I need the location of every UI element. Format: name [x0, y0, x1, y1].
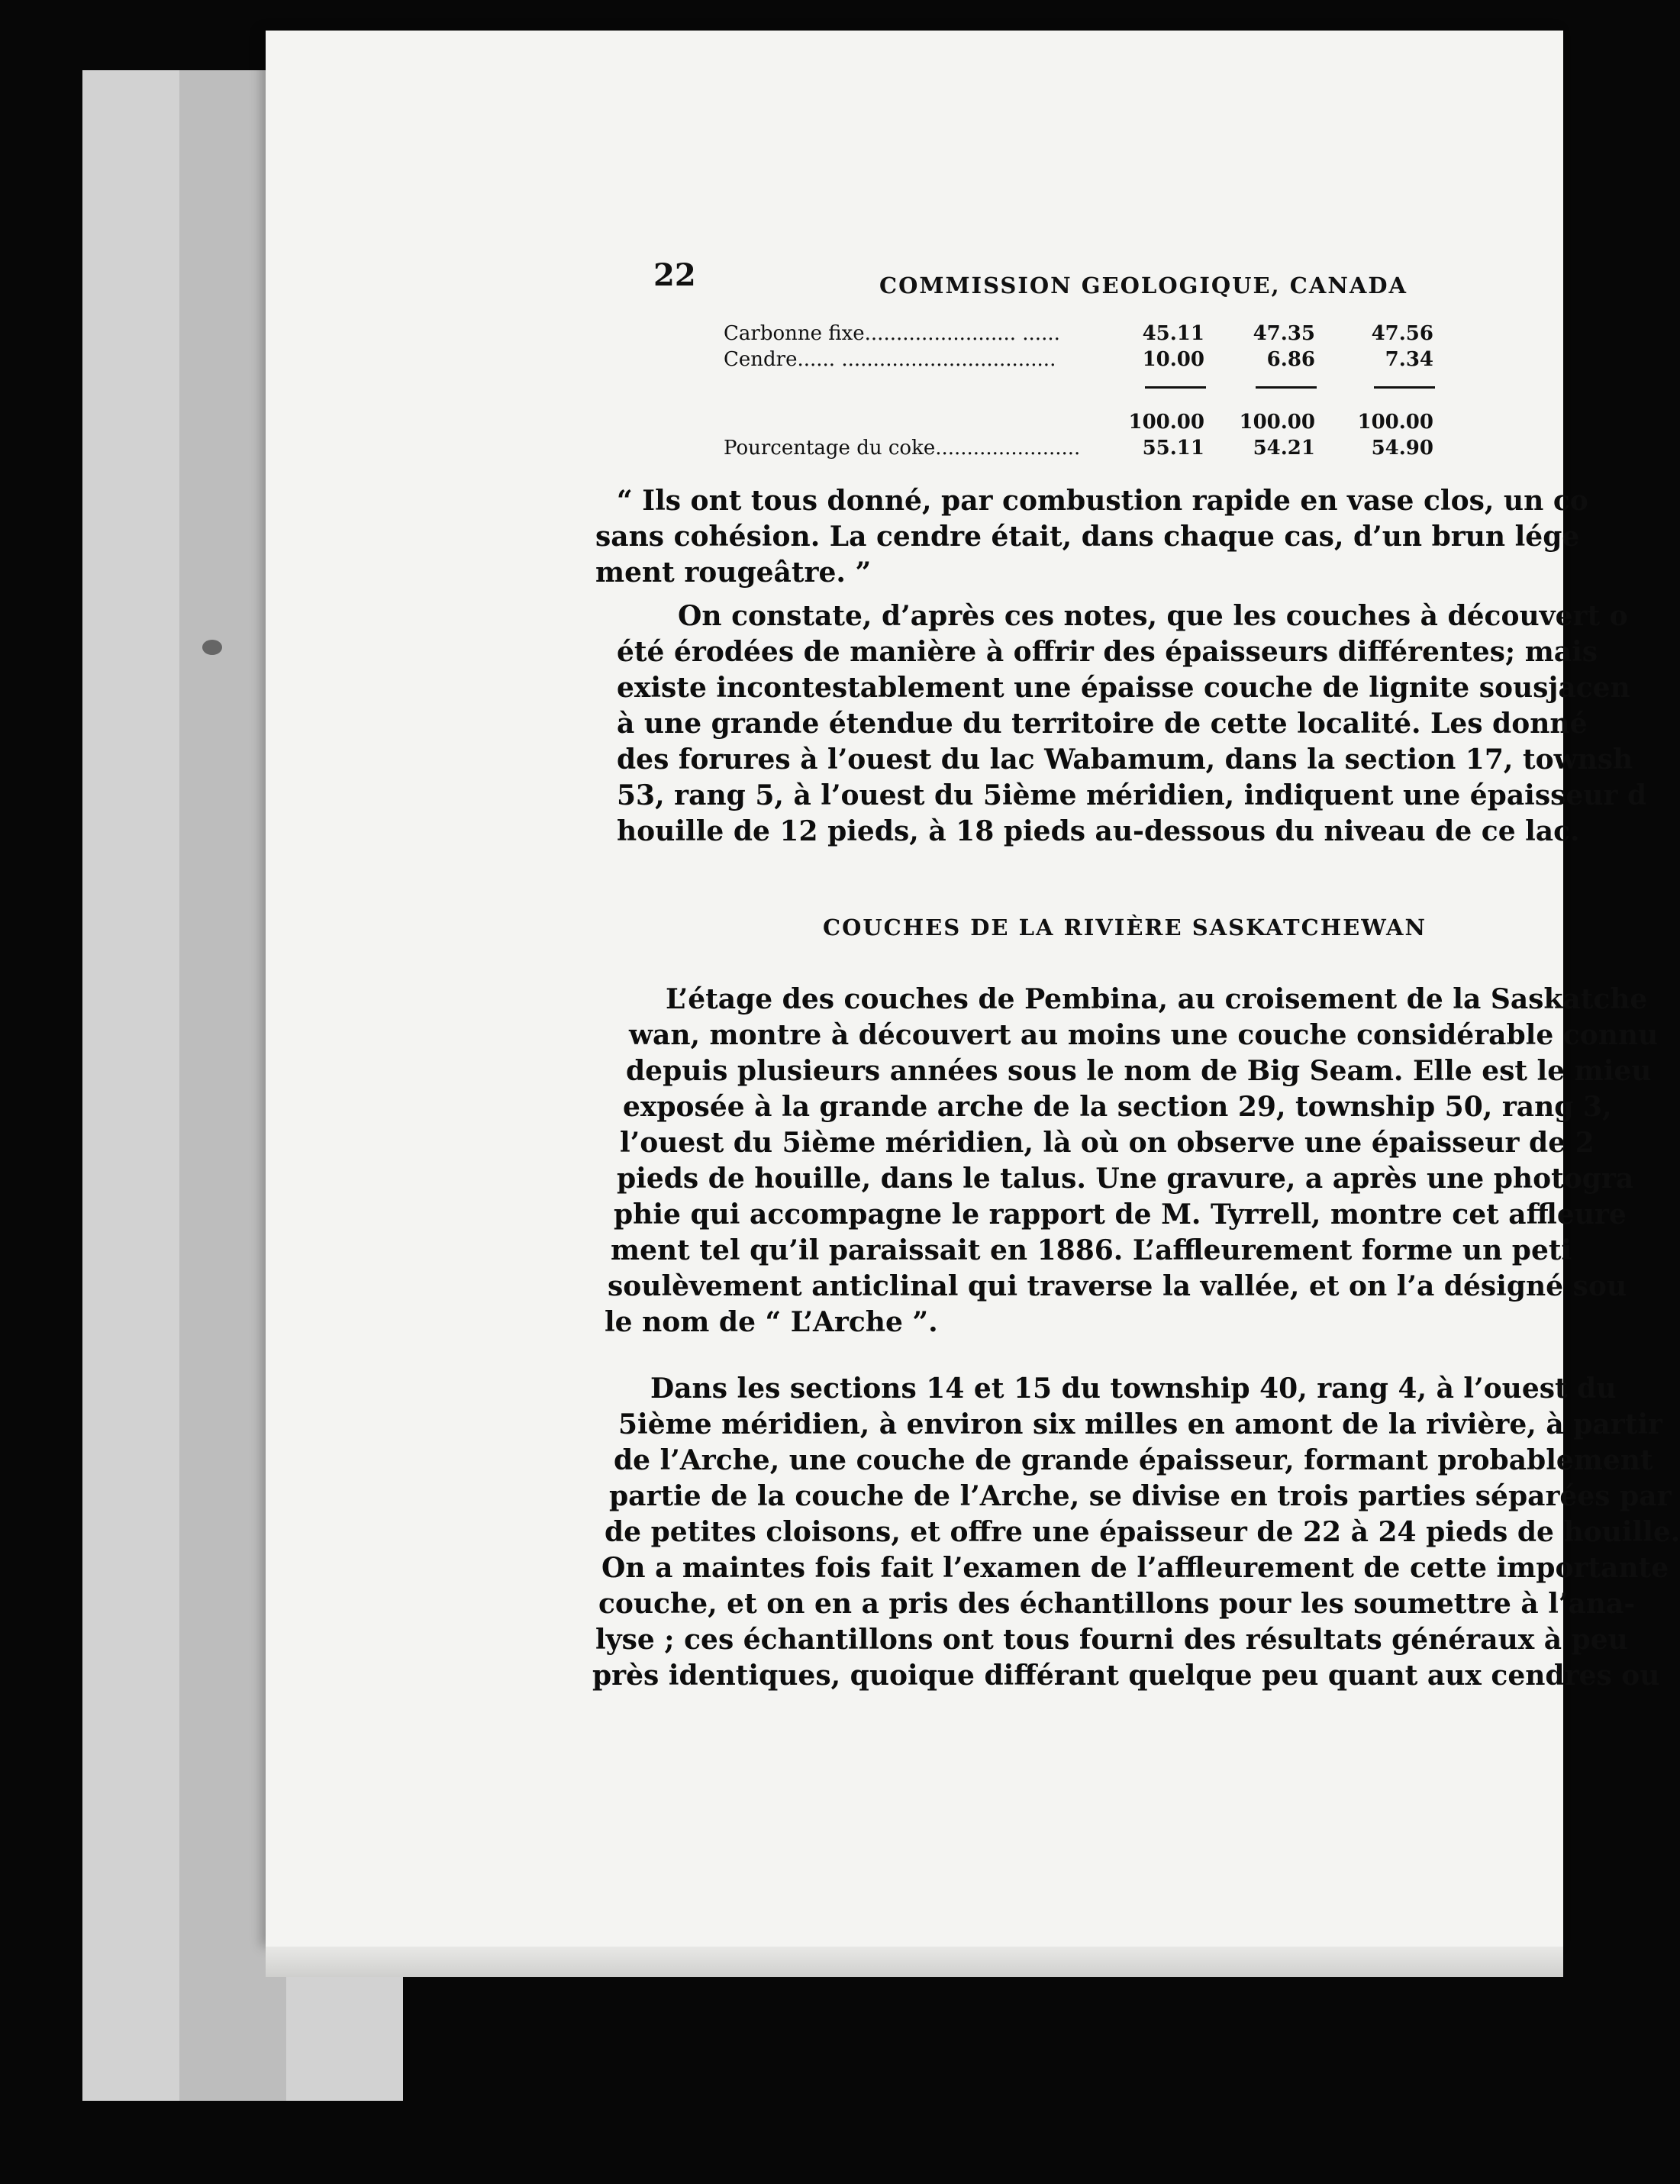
text-line: L’étage des couches de Pembina, au croisement de la Saskatche — [666, 983, 1648, 1015]
text-line: existe incontestablement une épaisse couche de lignite sousjacen — [617, 672, 1630, 704]
section-heading: COUCHES DE LA RIVIÈRE SASKATCHEWAN — [823, 915, 1427, 940]
header-title: COMMISSION GEOLOGIQUE, CANADA — [879, 273, 1408, 298]
text-line: couche, et on en a pris des échantillons pour les soumettre à l’ana- — [598, 1588, 1636, 1620]
total-cell: 100.00 — [1357, 411, 1433, 434]
text-line: à une grande étendue du territoire de cette localité. Les donné — [617, 708, 1588, 740]
text-line: phie qui accompagne le rapport de M. Tyrrell, montre cet affleure — [614, 1198, 1627, 1231]
paragraph-notes — [617, 598, 1647, 850]
page-number: 22 — [653, 257, 696, 293]
text-line: wan, montre à découvert au moins une couche considérable connu — [629, 1019, 1659, 1051]
text-line: soulèvement anticlinal qui traverse la vallée, et on l’a désigné sou — [608, 1270, 1627, 1302]
table-row — [724, 437, 1563, 463]
running-header — [653, 257, 1569, 298]
table-row — [724, 348, 1563, 374]
text-line: partie de la couche de l’Arche, se divise en trois parties séparées par — [609, 1480, 1672, 1512]
row-label: Pourcentage du coke....................... — [724, 437, 1081, 460]
paragraph-sections — [592, 1371, 1680, 1694]
value-cell: 45.11 — [1142, 322, 1204, 345]
value-cell: 10.00 — [1142, 348, 1204, 371]
total-cell: 100.00 — [1239, 411, 1315, 434]
text-line: de l’Arche, une couche de grande épaisseur, formant probablement — [614, 1444, 1653, 1476]
text-line: depuis plusieurs années sous le nom de Big Seam. Elle est le mieu — [626, 1055, 1652, 1087]
value-cell: 54.90 — [1371, 437, 1433, 460]
text-line: l’ouest du 5ième méridien, là où on observe une épaisseur de 2 — [620, 1127, 1595, 1159]
text-line: sans cohésion. La cendre était, dans chaque cas, d’un brun lége — [595, 521, 1580, 553]
text-line: houille de 12 pieds, à 18 pieds au-dessous du niveau de ce lac. — [617, 815, 1580, 847]
sum-rule — [1145, 386, 1206, 389]
paragraph-quote — [595, 483, 1588, 591]
speck — [202, 640, 222, 655]
page-edge — [266, 1947, 1563, 1977]
text-line: ment rougeâtre. ” — [595, 556, 872, 589]
text-line: été érodées de manière à offrir des épaisseurs différentes; mais — [617, 636, 1598, 668]
value-cell: 54.21 — [1253, 437, 1315, 460]
row-label: Carbonne fixe........................ ...... — [724, 322, 1060, 345]
text-line: “ Ils ont tous donné, par combustion rapide en vase clos, un co — [617, 485, 1588, 517]
value-cell: 6.86 — [1266, 348, 1315, 371]
text-line: pieds de houille, dans le talus. Une gravure, a après une photogra — [617, 1163, 1634, 1195]
sum-rule — [1374, 386, 1435, 389]
table-row — [724, 411, 1563, 437]
value-cell: 7.34 — [1385, 348, 1433, 371]
sum-rule — [1256, 386, 1317, 389]
text-line: des forures à l’ouest du lac Wabamum, dans la section 17, townsh — [617, 744, 1633, 776]
text-line: On a maintes fois fait l’examen de l’affleurement de cette importante — [601, 1552, 1669, 1584]
table-row — [724, 322, 1563, 348]
text-line: lyse ; ces échantillons ont tous fourni des résultats généraux à peu — [595, 1624, 1628, 1656]
text-line: On constate, d’après ces notes, que les couches à découvert o — [678, 600, 1628, 632]
paragraph-pembina — [605, 982, 1659, 1340]
total-cell: 100.00 — [1128, 411, 1204, 434]
row-label: Cendre...... .................................. — [724, 348, 1056, 371]
value-cell: 55.11 — [1142, 437, 1204, 460]
text-line: de petites cloisons, et offre une épaisseur de 22 à 24 pieds de houille. — [605, 1516, 1680, 1548]
text-line: exposée à la grande arche de la section 29, township 50, rang 3, — [623, 1091, 1612, 1123]
text-line: le nom de “ L’Arche ”. — [605, 1306, 938, 1338]
text-line: Dans les sections 14 et 15 du township 40, rang 4, à l’ouest du — [650, 1373, 1617, 1405]
text-line: près identiques, quoique différant quelque peu quant aux cendres ou — [592, 1660, 1660, 1692]
value-cell: 47.56 — [1371, 322, 1433, 345]
text-line: ment tel qu’il paraissait en 1886. L’affleurement forme un peti — [611, 1234, 1572, 1266]
text-line: 53, rang 5, à l’ouest du 5ième méridien, indiquent une épaisseur d — [617, 779, 1647, 811]
value-cell: 47.35 — [1253, 322, 1315, 345]
text-line: 5ième méridien, à environ six milles en amont de la rivière, à partir — [618, 1408, 1662, 1440]
